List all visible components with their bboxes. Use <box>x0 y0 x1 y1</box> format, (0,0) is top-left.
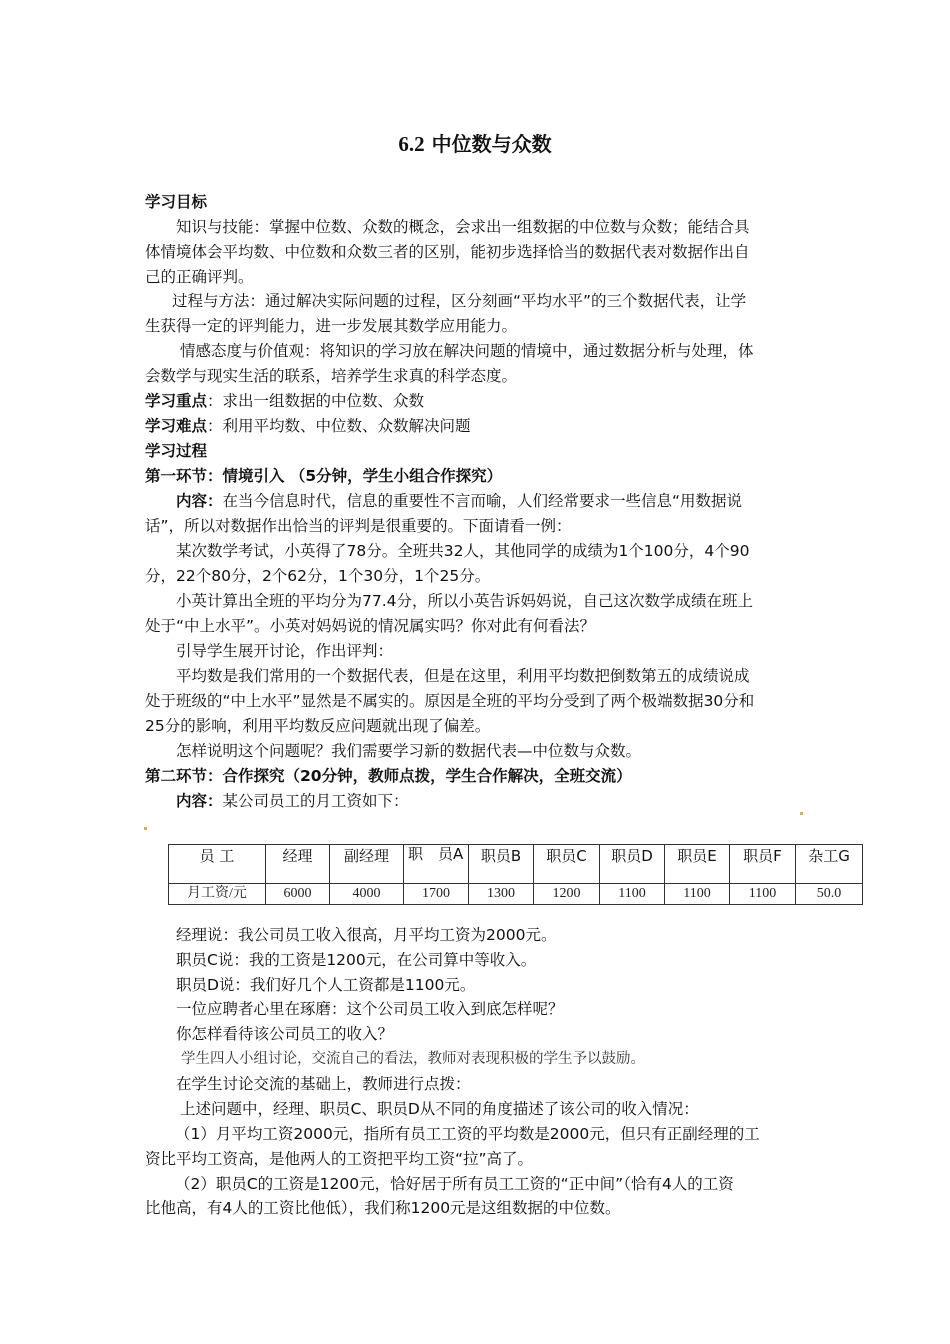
table-header-cell: 经理 <box>266 845 330 884</box>
section1-analysis-line3: 25分的影响，利用平均数反应问题就出现了偏差。 <box>145 717 491 735</box>
section1-example-line2: 分，22个80分，2个62分，1个30分，1个25分。 <box>145 567 491 585</box>
statement-question: 你怎样看待该公司员工的收入？ <box>176 1025 394 1043</box>
section1-average-line2: 处于“中上水平”。小英对妈妈说的情况属实吗？你对此有何看法？ <box>145 617 596 635</box>
section1-heading: 第一环节：情境引入 （5分钟，学生小组合作探究） <box>145 467 503 485</box>
objective-attitude-line1: 情感态度与价值观：将知识的学习放在解决问题的情境中，通过数据分析与处理，体 <box>180 342 754 360</box>
marker-dot <box>800 812 803 815</box>
section1-analysis-line2: 处于班级的“中上水平”显然是不属实的。原因是全班的平均分受到了两个极端数据30分和 <box>145 692 755 710</box>
section1-content-line1 <box>145 489 841 514</box>
table-row-label: 月工资/元 <box>169 884 266 905</box>
objectives-heading: 学习目标 <box>145 193 208 211</box>
point2-line2: 比他高，有4人的工资比他低），我们称1200元是这组数据的中位数。 <box>145 1199 621 1217</box>
table-cell: 1700 <box>404 884 469 905</box>
section1-transition: 怎样说明这个问题呢？我们需要学习新的数据代表—中位数与众数。 <box>176 742 642 760</box>
key-point-text: ：求出一组数据的中位数、众数 <box>207 392 425 410</box>
section2-content-label: 内容： <box>176 792 223 810</box>
table-header-cell: 职员F <box>730 845 796 884</box>
objective-process-line2: 生获得一定的评判能力，进一步发展其数学应用能力。 <box>145 317 518 335</box>
table-cell: 6000 <box>266 884 330 905</box>
statement-applicant: 一位应聘者心里在琢磨：这个公司员工收入到底怎样呢？ <box>176 1000 564 1018</box>
table-header-cell: 职 员A <box>404 845 469 884</box>
section1-content-text: 在当今信息时代，信息的重要性不言而喻，人们经常要求一些信息“用数据说 <box>222 492 743 510</box>
statement-clerk-d: 职员D说：我们好几个人工资都是1100元。 <box>176 976 476 994</box>
table-cell: 1100 <box>600 884 665 905</box>
objective-process-line1: 过程与方法：通过解决实际问题的过程，区分刻画“平均水平”的三个数据代表，让学 <box>172 292 747 310</box>
table-header-cell: 杂工G <box>796 845 863 884</box>
section2-content <box>145 789 841 814</box>
difficulty-label: 学习难点 <box>145 417 208 435</box>
point2-line1: （2）职员C的工资是1200元，恰好居于所有员工工资的“正中间”（恰有4人的工资 <box>175 1175 734 1193</box>
key-point <box>145 389 810 414</box>
section1-guide: 引导学生展开讨论，作出评判： <box>176 642 394 660</box>
objective-attitude-line2: 会数学与现实生活的联系，培养学生求真的科学态度。 <box>145 367 518 385</box>
table-header-cell: 员 工 <box>169 845 266 884</box>
page-title <box>0 128 950 157</box>
section1-content-line2: 话”，所以对数据作出恰当的评判是很重要的。下面请看一例： <box>145 517 572 535</box>
table-row <box>169 884 863 905</box>
table-cell: 1300 <box>469 884 534 905</box>
point1-line1: （1）月平均工资2000元，指所有员工工资的平均数是2000元，但只有正副经理的工 <box>175 1125 760 1143</box>
salary-table <box>168 844 863 905</box>
table-cell: 4000 <box>330 884 404 905</box>
difficulty-text: ：利用平均数、中位数、众数解决问题 <box>207 417 471 435</box>
table-header-cell: 副经理 <box>330 845 404 884</box>
section1-average-line1: 小英计算出全班的平均分为77.4分，所以小英告诉妈妈说，自己这次数学成绩在班上 <box>176 592 754 610</box>
summary-line: 上述问题中，经理、职员C、职员D从不同的角度描述了该公司的收入情况： <box>180 1100 699 1118</box>
table-header-row <box>169 845 863 884</box>
point1-line2: 资比平均工资高，是他两人的工资把平均工资“拉”高了。 <box>145 1150 534 1168</box>
table-cell: 50.0 <box>796 884 863 905</box>
section1-example-line1: 某次数学考试，小英得了78分。全班共32人，其他同学的成绩为1个100分，4个90 <box>176 542 750 560</box>
objective-knowledge-line2: 体情境体会平均数、中位数和众数三者的区别，能初步选择恰当的数据代表对数据作出自 <box>145 243 750 261</box>
marker-dot <box>144 827 147 830</box>
title-number: 6.2 <box>398 132 425 156</box>
objective-knowledge-line3: 己的正确评判。 <box>145 268 254 286</box>
key-point-label: 学习重点 <box>145 392 208 410</box>
section1-content-label: 内容： <box>176 492 223 510</box>
process-heading: 学习过程 <box>145 442 208 460</box>
title-text: 中位数与众数 <box>431 132 552 156</box>
difficulty <box>145 414 810 439</box>
teacher-guidance: 在学生讨论交流的基础上，教师进行点拨： <box>176 1075 471 1093</box>
statement-clerk-c: 职员C说：我的工资是1200元，在公司算中等收入。 <box>176 951 537 969</box>
table-cell: 1100 <box>730 884 796 905</box>
group-discussion-note: 学生四人小组讨论，交流自己的看法，教师对表现积极的学生予以鼓励。 <box>181 1051 645 1067</box>
section1-analysis-line1: 平均数是我们常用的一个数据代表，但是在这里，利用平均数把倒数第五的成绩说成 <box>176 667 750 685</box>
table-cell: 1200 <box>534 884 600 905</box>
section2-heading: 第二环节：合作探究（20分钟，教师点拨，学生合作解决，全班交流） <box>145 767 632 785</box>
statement-manager: 经理说：我公司员工收入很高，月平均工资为2000元。 <box>176 926 557 944</box>
table-header-cell: 职员B <box>469 845 534 884</box>
table-cell: 1100 <box>665 884 730 905</box>
objective-knowledge-line1: 知识与技能：掌握中位数、众数的概念，会求出一组数据的中位数与众数；能结合具 <box>176 218 750 236</box>
table-header-cell: 职员E <box>665 845 730 884</box>
table-header-cell: 职员D <box>600 845 665 884</box>
table-header-cell: 职员C <box>534 845 600 884</box>
section2-content-text: 某公司员工的月工资如下： <box>222 792 409 810</box>
